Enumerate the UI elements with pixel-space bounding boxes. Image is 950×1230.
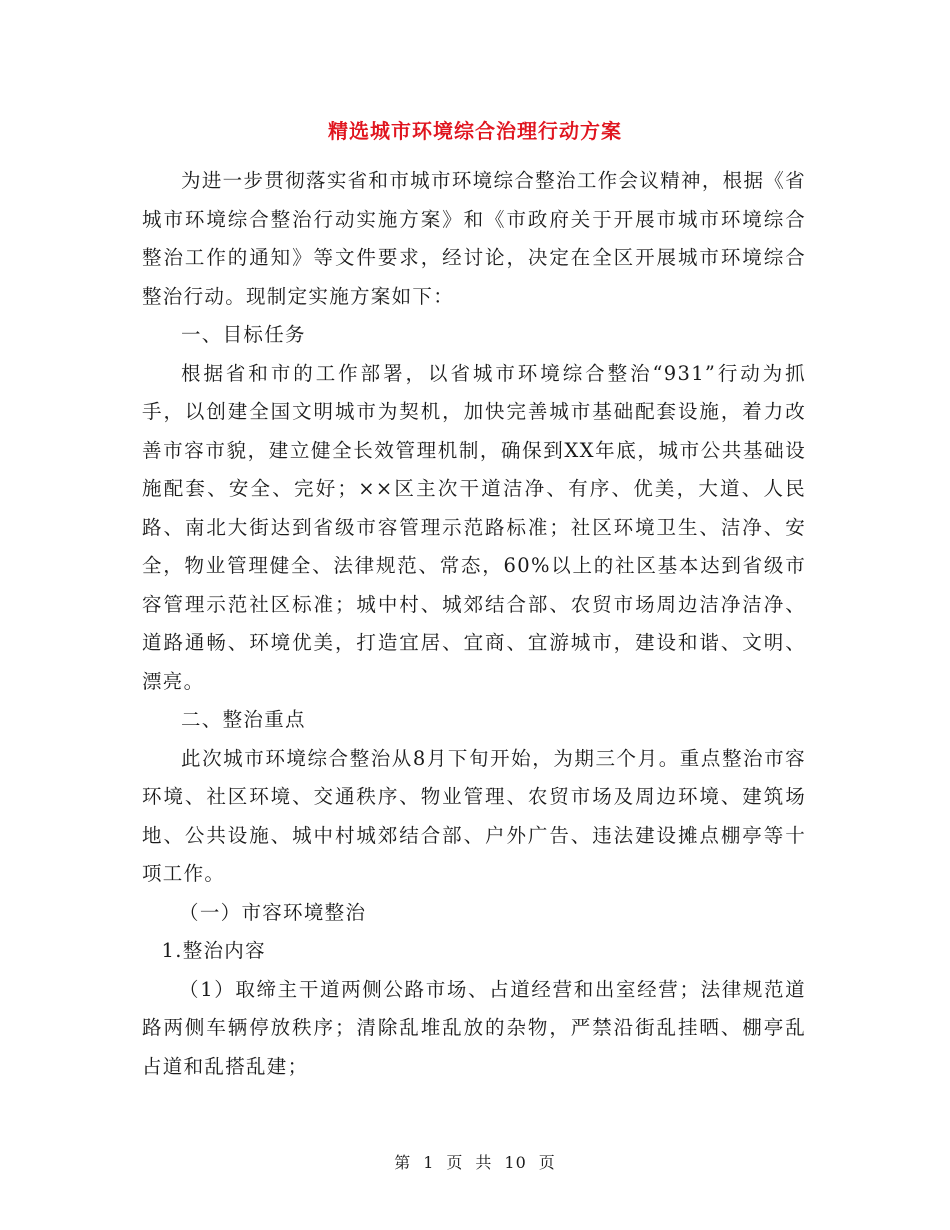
document-body [142,162,806,1086]
subsection-heading-cityscape: （一）市容环境整治 [179,900,367,924]
section-heading-focus: 二、整治重点 [181,708,306,731]
total-pages-number: 10 [504,1153,527,1172]
page-label-suffix: 页 [538,1153,556,1172]
item-heading-content: 1.整治内容 [161,939,266,962]
paragraph-item-1: （1）取缔主干道两侧公路市场、占道经营和出室经营；法律规范道路两侧车辆停放秩序；清除乱堆乱放的杂物，严禁沿街乱挂晒、棚亭乱占道和乱搭乱建； [142,977,806,1078]
page-label-mid: 页 [446,1153,464,1172]
page-footer [0,1150,950,1173]
total-label: 共 [475,1153,493,1172]
paragraph-goals: 根据省和市的工作部署，以省城市环境综合整治“931”行动为抓手，以创建全国文明城市为契机，加快完善城市基础配套设施，着力改善市容市貌，建立健全长效管理机制，确保到XX年底，城市公共基础设施配套、安全、完好；××区主次干道洁净、有序、优美，大道、人民路、南北大街达到省级市容管理示范路标准；社区环境卫生、洁净、安全，物业管理健全、法律规范、常态，60%以上的社区基本达到省级市容管理示范社区标准；城中村、城郊结合部、农贸市场周边洁净洁净、道路通畅、环境优美，打造宜居、宜商、宜游城市，建设和谐、文明、漂亮。 [142,361,806,693]
section-heading-goals: 一、目标任务 [181,323,306,346]
document-title: 精选城市环境综合治理行动方案 [328,119,622,143]
page-label-prefix: 第 [394,1153,412,1172]
paragraph-intro: 为进一步贯彻落实省和市城市环境综合整治工作会议精神，根据《省城市环境综合整治行动实施方案》和《市政府关于开展市城市环境综合整治工作的通知》等文件要求，经讨论，决定在全区开展城市环境综合整治行动。现制定实施方案如下： [142,169,806,308]
current-page-number: 1 [423,1153,435,1172]
paragraph-focus: 此次城市环境综合整治从8月下旬开始，为期三个月。重点整治市容环境、社区环境、交通秩序、物业管理、农贸市场及周边环境、建筑场地、公共设施、城中村城郊结合部、户外广告、违法建设摊点棚亭等十项工作。 [142,746,806,885]
